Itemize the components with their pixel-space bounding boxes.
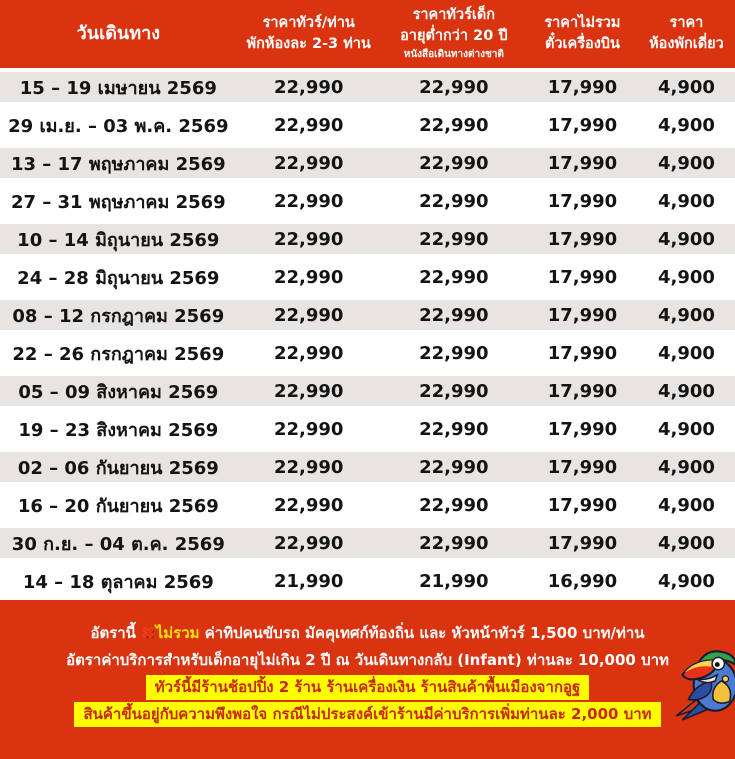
- no-flight-price-cell: 17,990: [547, 380, 618, 402]
- parrot-mascot-image: [674, 642, 735, 722]
- note-tips-not-included: ไม่รวม: [155, 624, 200, 642]
- tour-price-cell: 22,990: [273, 380, 344, 402]
- single-room-cell: 4,900: [657, 228, 715, 250]
- tour-price-cell: 22,990: [273, 190, 344, 212]
- no-flight-price-cell: 17,990: [547, 152, 618, 174]
- table-row: [0, 486, 735, 524]
- note-tips: [0, 620, 735, 647]
- header-child-price-line2: อายุต่ำกว่า 20 ปี: [400, 28, 508, 45]
- date-cell: 10 – 14 มิถุนายน 2569: [17, 229, 220, 251]
- tour-price-cell: 22,990: [273, 304, 344, 326]
- table-row: [0, 220, 735, 258]
- single-room-cell: 4,900: [657, 266, 715, 288]
- child-price-cell: 22,990: [419, 418, 489, 440]
- no-flight-price-cell: 17,990: [547, 342, 618, 364]
- child-price-cell: 22,990: [419, 152, 489, 174]
- child-price-cell: 22,990: [419, 456, 489, 478]
- date-cell: 30 ก.ย. – 04 ต.ค. 2569: [11, 533, 225, 555]
- header-single-room-line2: ห้องพักเดี่ยว: [649, 36, 724, 52]
- table-row: [0, 144, 735, 182]
- tour-price-cell: 21,990: [273, 570, 344, 592]
- single-room-cell: 4,900: [657, 304, 715, 326]
- note-tips-rest: ค่าทิปคนขับรถ มัคคุเทศก์ท้องถิ่น และ หัวหน้าทัวร์ 1,500 บาท/ท่าน: [199, 624, 645, 642]
- date-cell: 02 – 06 กันยายน 2569: [17, 457, 219, 479]
- tour-price-cell: 22,990: [273, 418, 344, 440]
- single-room-cell: 4,900: [657, 190, 715, 212]
- table-header-row: [0, 0, 735, 68]
- table-row: [0, 334, 735, 372]
- no-flight-price-cell: 17,990: [547, 532, 618, 554]
- tour-price-cell: 22,990: [273, 456, 344, 478]
- table-row: [0, 410, 735, 448]
- table-row: [0, 448, 735, 486]
- single-room-cell: 4,900: [657, 570, 715, 592]
- child-price-cell: 22,990: [419, 228, 489, 250]
- single-room-cell: 4,900: [657, 114, 715, 136]
- table-row: [0, 562, 735, 600]
- notes-footer: [0, 600, 735, 759]
- single-room-cell: 4,900: [657, 342, 715, 364]
- tour-price-cell: 22,990: [273, 494, 344, 516]
- note-shopping-fee-wrap: [0, 701, 735, 728]
- child-price-cell: 22,990: [419, 342, 489, 364]
- single-room-cell: 4,900: [657, 152, 715, 174]
- header-child-price-column: [381, 5, 527, 63]
- no-flight-price-cell: 17,990: [547, 76, 618, 98]
- table-row: [0, 524, 735, 562]
- table-row: [0, 106, 735, 144]
- note-shopping: ทัวร์นี้มีร้านช้อปปิ้ง 2 ร้าน ร้านเครื่องเงิน ร้านสินค้าพื้นเมืองจากอูฐ: [146, 675, 590, 700]
- tour-price-cell: 22,990: [273, 114, 344, 136]
- single-room-cell: 4,900: [657, 380, 715, 402]
- header-tour-price-line2: พักห้องละ 2-3 ท่าน: [246, 36, 371, 52]
- date-cell: 14 – 18 ตุลาคม 2569: [22, 571, 214, 593]
- no-flight-price-cell: 16,990: [547, 570, 618, 592]
- header-child-price-line1: ราคาทัวร์เด็ก: [412, 7, 496, 24]
- no-flight-price-cell: 17,990: [547, 418, 618, 440]
- header-date-column: [0, 21, 237, 47]
- tour-price-cell: 22,990: [273, 76, 344, 98]
- date-cell: 15 – 19 เมษายน 2569: [19, 77, 217, 99]
- header-no-flight-line1: ราคาไม่รวม: [544, 14, 621, 31]
- header-child-passport-note: หนังสือเดินทางต่างชาติ: [403, 49, 504, 61]
- date-cell: 19 – 23 สิงหาคม 2569: [18, 419, 219, 441]
- table-row: [0, 258, 735, 296]
- tour-price-cell: 22,990: [273, 532, 344, 554]
- child-price-cell: 22,990: [419, 532, 489, 554]
- single-room-cell: 4,900: [657, 532, 715, 554]
- child-price-cell: 22,990: [419, 380, 489, 402]
- no-flight-price-cell: 17,990: [547, 228, 618, 250]
- note-shopping-wrap: [0, 674, 735, 701]
- tour-price-cell: 22,990: [273, 228, 344, 250]
- header-tour-price-line1: ราคาทัวร์/ท่าน: [262, 14, 355, 31]
- no-flight-price-cell: 17,990: [547, 114, 618, 136]
- table-row: [0, 372, 735, 410]
- no-flight-price-cell: 17,990: [547, 494, 618, 516]
- child-price-cell: 22,990: [419, 76, 489, 98]
- child-price-cell: 21,990: [419, 570, 489, 592]
- note-infant: อัตราค่าบริการสำหรับเด็กอายุไม่เกิน 2 ปี ณ วันเดินทางกลับ (Infant) ท่านละ 10,000 บาท: [66, 651, 669, 669]
- tour-price-cell: 22,990: [273, 266, 344, 288]
- date-cell: 22 – 26 กรกฎาคม 2569: [12, 343, 225, 365]
- single-room-cell: 4,900: [657, 494, 715, 516]
- tour-price-cell: 22,990: [273, 152, 344, 174]
- header-date-label: วันเดินทาง: [76, 22, 160, 44]
- no-flight-price-cell: 17,990: [547, 266, 618, 288]
- note-tips-prefix: อัตรานี้: [90, 624, 142, 642]
- single-room-cell: 4,900: [657, 76, 715, 98]
- no-flight-price-cell: 17,990: [547, 304, 618, 326]
- header-single-room-line1: ราคา: [669, 14, 704, 31]
- table-row: [0, 68, 735, 106]
- cross-mark-icon: ✖: [142, 624, 155, 642]
- date-cell: 13 – 17 พฤษภาคม 2569: [10, 153, 226, 175]
- price-table-body: [0, 68, 735, 600]
- child-price-cell: 22,990: [419, 114, 489, 136]
- child-price-cell: 22,990: [419, 494, 489, 516]
- table-row: [0, 296, 735, 334]
- no-flight-price-cell: 17,990: [547, 190, 618, 212]
- date-cell: 08 – 12 กรกฎาคม 2569: [12, 305, 225, 327]
- header-no-flight-line2: ตั๋วเครื่องบิน: [544, 36, 620, 52]
- header-no-flight-price-column: [527, 13, 638, 55]
- child-price-cell: 22,990: [419, 190, 489, 212]
- table-row: [0, 182, 735, 220]
- single-room-cell: 4,900: [657, 456, 715, 478]
- date-cell: 29 เม.ย. – 03 พ.ค. 2569: [8, 115, 229, 137]
- no-flight-price-cell: 17,990: [547, 456, 618, 478]
- date-cell: 16 – 20 กันยายน 2569: [17, 495, 219, 517]
- header-tour-price-column: [237, 13, 381, 55]
- header-single-room-column: [638, 13, 735, 55]
- tour-price-cell: 22,990: [273, 342, 344, 364]
- single-room-cell: 4,900: [657, 418, 715, 440]
- date-cell: 27 – 31 พฤษภาคม 2569: [10, 191, 226, 213]
- date-cell: 05 – 09 สิงหาคม 2569: [18, 381, 219, 403]
- child-price-cell: 22,990: [419, 266, 489, 288]
- note-shopping-fee: สินค้าขึ้นอยู่กับความพึงพอใจ กรณีไม่ประสงค์เข้าร้านมีค่าบริการเพิ่มท่านละ 2,000 บาท: [74, 702, 660, 727]
- date-cell: 24 – 28 มิถุนายน 2569: [17, 267, 220, 289]
- child-price-cell: 22,990: [419, 304, 489, 326]
